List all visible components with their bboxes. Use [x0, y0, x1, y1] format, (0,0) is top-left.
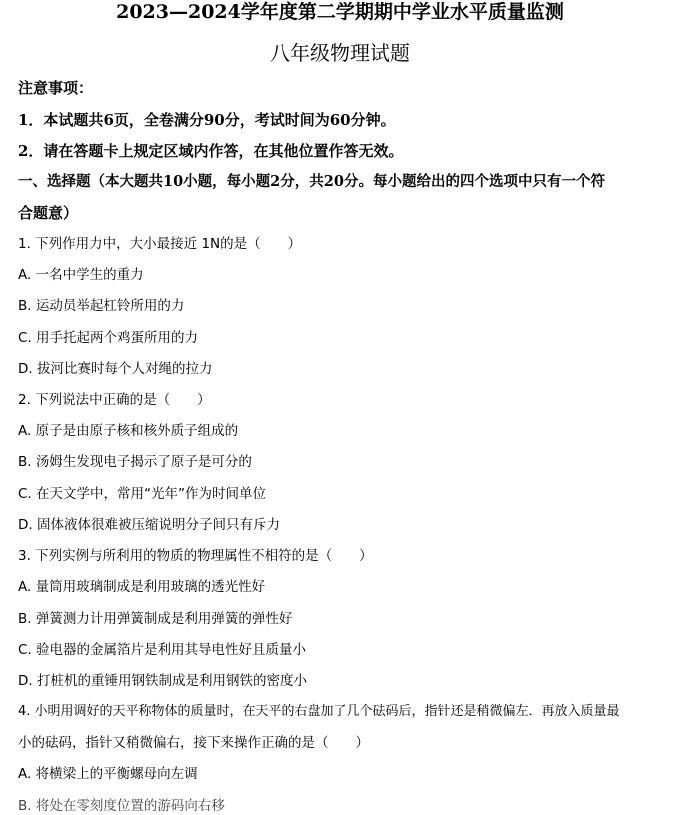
question-option: B. 汤姆生发现电子揭示了原子是可分的	[18, 454, 252, 470]
question-stem: 4. 小明用调好的天平称物体的质量时，在天平的右盘加了几个砝码后，指针还是稍微偏左．再放入质量最	[18, 704, 620, 719]
question-option: A. 原子是由原子核和核外质子组成的	[18, 423, 239, 439]
question-stem-cont: 小的砝码，指针又稍微偏右，接下来操作正确的是（ ）	[18, 735, 369, 751]
question-option: B. 运动员举起杠铃所用的力	[18, 298, 185, 314]
question-stem: 3. 下列实例与所利用的物质的物理属性不相符的是（ ）	[18, 548, 373, 564]
question-stem: 2. 下列说法中正确的是（ ）	[18, 392, 211, 408]
question-option: D. 拔河比赛时每个人对绳的拉力	[18, 361, 213, 377]
question-option: B. 弹簧测力计用弹簧制成是利用弹簧的弹性好	[18, 611, 293, 627]
question-option: C. 在天文学中，常用“光年”作为时间单位	[18, 486, 266, 502]
notice-heading: 注意事项：	[18, 79, 94, 97]
section-heading: 一、选择题（本大题共10小题，每小题2分，共20分。每小题给出的四个选项中只有一个符	[18, 173, 605, 190]
question-stem: 1. 下列作用力中，大小最接近 1N的是（ ）	[18, 236, 302, 252]
notice-item: 1．本试题共6页，全卷满分90分，考试时间为60分钟。	[18, 111, 396, 129]
exam-subtitle: 八年级物理试题	[270, 41, 410, 65]
notice-item: 2．请在答题卡上规定区域内作答，在其他位置作答无效。	[18, 142, 404, 160]
question-option: D. 打桩机的重锤用钢铁制成是利用钢铁的密度小	[18, 673, 307, 689]
question-option: C. 用手托起两个鸡蛋所用的力	[18, 330, 199, 346]
question-option: B. 将处在零刻度位置的游码向右移	[18, 798, 225, 814]
question-option: A. 一名中学生的重力	[18, 267, 144, 283]
question-option: D. 固体液体很难被压缩说明分子间只有斥力	[18, 517, 280, 533]
question-option-cut	[18, 793, 248, 814]
question-option: C. 验电器的金属箔片是利用其导电性好且质量小	[18, 642, 307, 658]
question-option: A. 将横梁上的平衡螺母向左调	[18, 766, 198, 782]
section-heading-cont: 合题意）	[18, 204, 79, 222]
question-option: A. 量筒用玻璃制成是利用玻璃的透光性好	[18, 579, 266, 595]
exam-title: 2023—2024学年度第二学期期中学业水平质量监测	[116, 1, 564, 23]
